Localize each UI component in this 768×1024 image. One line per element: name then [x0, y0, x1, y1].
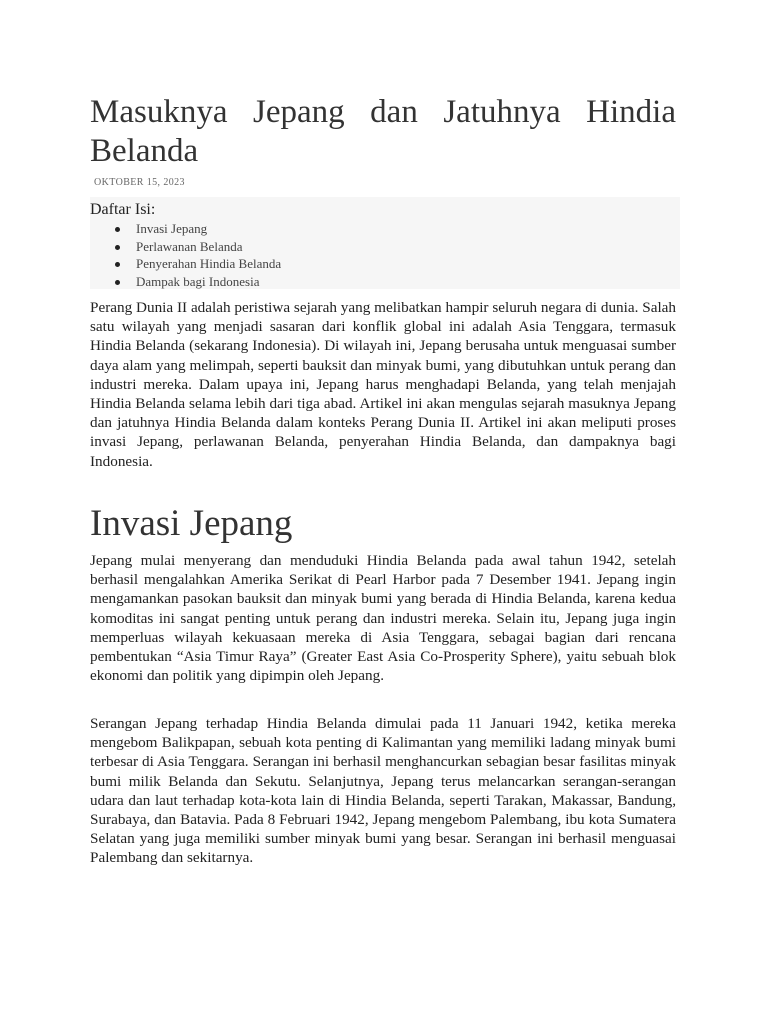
intro-paragraph: Perang Dunia II adalah peristiwa sejarah yang melibatkan hampir seluruh negara di dunia. Salah satu wilayah yang menjadi sasaran dari konflik global ini adalah Asia Tenggara, termasuk Hindia Belanda (sekarang Indonesia). Di wilayah ini, Jepang berusaha untuk menguasai sumber daya alam yang melimpah, seperti bauksit dan minyak bumi, yang dibutuhkan untuk perang dan industri mereka. Dalam upaya ini, Jepang harus menghadapi Belanda, yang telah menjajah Hindia Belanda selama lebih dari tiga abad. Artikel ini akan mengulas sejarah masuknya Jepang dan jatuhnya Hindia Belanda dalam konteks Perang Dunia II. Artikel ini akan meliputi proses invasi Jepang, perlawanan Belanda, penyerahan Hindia Belanda, dan dampaknya bagi Indonesia. [90, 299, 676, 470]
toc-item-label: Invasi Jepang [136, 221, 208, 236]
toc-item-perlawanan-belanda[interactable] [90, 238, 281, 256]
article-title: Masuknya Jepang dan Jatuhnya Hindia Belanda [90, 94, 676, 169]
toc-heading: Daftar Isi: [90, 201, 156, 218]
toc-item-dampak-bagi-indonesia[interactable] [90, 273, 281, 291]
toc-item-label: Perlawanan Belanda [136, 238, 243, 254]
body-paragraph: Jepang mulai menyerang dan menduduki Hindia Belanda pada awal tahun 1942, setelah berhasil mengalahkan Amerika Serikat di Pearl Harbor pada 7 Desember 1941. Jepang ingin mengamankan pasokan bauksit dan minyak bumi yang berada di Hindia Belanda, karena kedua komoditas ini sangat penting untuk perang dan industri mereka. Selain itu, Jepang juga ingin memperluas wilayah kekuasaan mereka di Asia Tenggara, sebagai bagian dari rencana pembentukan “Asia Timur Raya” (Greater East Asia Co-Prosperity Sphere), yaitu sebuah blok ekonomi dan politik yang dipimpin oleh Jepang. [90, 552, 676, 685]
body-paragraph: Serangan Jepang terhadap Hindia Belanda dimulai pada 11 Januari 1942, ketika mereka mengebom Balikpapan, sebuah kota penting di Kalimantan yang memiliki ladang minyak bumi terbesar di Asia Tenggara. Serangan ini berhasil menghancurkan sebagian besar fasilitas minyak bumi milik Belanda dan Sekutu. Selanjutnya, Jepang terus melancarkan serangan-serangan udara dan laut terhadap kota-kota lain di Hindia Belanda, seperti Tarakan, Makassar, Bandung, Surabaya, dan Batavia. Pada 8 Februari 1942, Jepang mengebom Palembang, ibu kota Sumatera Selatan yang juga memiliki sumber minyak bumi yang besar. Serangan ini berhasil menguasai Palembang dan sekitarnya. [90, 715, 676, 867]
toc-item-invasi-jepang[interactable] [90, 220, 281, 238]
toc-item-label: Dampak bagi Indonesia [136, 273, 260, 289]
toc-item-penyerahan-hindia-belanda[interactable] [90, 255, 281, 273]
bullet-icon [115, 262, 120, 267]
bullet-icon [115, 280, 120, 285]
toc-list [90, 220, 281, 290]
toc-item-label: Penyerahan Hindia Belanda [136, 256, 282, 271]
publish-date: OKTOBER 15, 2023 [94, 177, 185, 188]
bullet-icon [115, 245, 120, 250]
section-heading-invasi-jepang: Invasi Jepang [90, 503, 293, 544]
table-of-contents [90, 197, 680, 289]
bullet-icon [115, 227, 120, 232]
